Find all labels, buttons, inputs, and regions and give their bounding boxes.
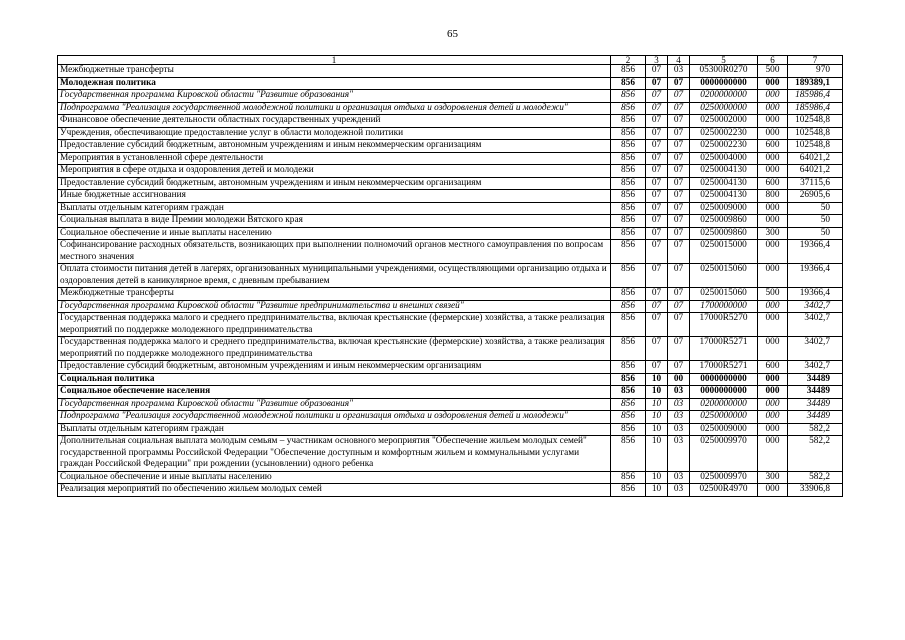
row-name-cell: Подпрограмма "Реализация государственной молодежной политики и организация отдыха и оздоровления детей и молодежи" xyxy=(58,102,611,115)
expense-type-cell: 000 xyxy=(758,165,788,178)
amount-cell: 34489 xyxy=(788,386,843,399)
target-article-cell: 0200000000 xyxy=(690,398,758,411)
amount-cell: 3402,7 xyxy=(788,337,843,361)
subsection-cell: 03 xyxy=(668,484,690,497)
table-row xyxy=(58,102,843,115)
table-row xyxy=(58,77,843,90)
target-article-cell: 0250004130 xyxy=(690,165,758,178)
target-article-cell: 0000000000 xyxy=(690,373,758,386)
amount-cell: 970 xyxy=(788,65,843,78)
subsection-cell: 07 xyxy=(668,313,690,337)
target-article-cell: 0250009000 xyxy=(690,202,758,215)
table-row xyxy=(58,202,843,215)
amount-cell: 3402,7 xyxy=(788,361,843,374)
table-row xyxy=(58,300,843,313)
subsection-cell: 07 xyxy=(668,77,690,90)
amount-cell: 3402,7 xyxy=(788,313,843,337)
section-cell: 10 xyxy=(646,386,668,399)
admin-code-cell: 856 xyxy=(611,190,646,203)
expense-type-cell: 000 xyxy=(758,202,788,215)
target-article-cell: 17000R5271 xyxy=(690,337,758,361)
expense-type-cell: 300 xyxy=(758,227,788,240)
row-name-cell: Социальная выплата в виде Премии молодежи Вятского края xyxy=(58,215,611,228)
expense-type-cell: 000 xyxy=(758,90,788,103)
admin-code-cell: 856 xyxy=(611,152,646,165)
expense-type-cell: 000 xyxy=(758,240,788,264)
amount-cell: 3402,7 xyxy=(788,300,843,313)
target-article-cell: 0250002230 xyxy=(690,140,758,153)
row-name-cell: Мероприятия в сфере отдыха и оздоровления детей и молодежи xyxy=(58,165,611,178)
table-row xyxy=(58,240,843,264)
amount-cell: 37115,6 xyxy=(788,177,843,190)
page-number: 65 xyxy=(447,28,458,40)
admin-code-cell: 856 xyxy=(611,65,646,78)
subsection-cell: 07 xyxy=(668,115,690,128)
section-cell: 07 xyxy=(646,190,668,203)
expense-type-cell: 000 xyxy=(758,337,788,361)
section-cell: 07 xyxy=(646,152,668,165)
row-name-cell: Предоставление субсидий бюджетным, автономным учреждениям и иным некоммерческим организациям xyxy=(58,361,611,374)
row-name-cell: Государственная поддержка малого и среднего предпринимательства, включая крестьянские (фермерские) хозяйства, а также реализация мероприятий по поддержке молодежного предпринимательства xyxy=(58,337,611,361)
subsection-cell: 07 xyxy=(668,177,690,190)
expense-type-cell: 000 xyxy=(758,127,788,140)
row-name-cell: Мероприятия в установленной сфере деятельности xyxy=(58,152,611,165)
subsection-cell: 07 xyxy=(668,227,690,240)
row-name-cell: Молодежная политика xyxy=(58,77,611,90)
subsection-cell: 00 xyxy=(668,373,690,386)
admin-code-cell: 856 xyxy=(611,361,646,374)
admin-code-cell: 856 xyxy=(611,386,646,399)
target-article-cell: 0250004000 xyxy=(690,152,758,165)
amount-cell: 185986,4 xyxy=(788,90,843,103)
amount-cell: 582,2 xyxy=(788,423,843,436)
target-article-cell: 0250015000 xyxy=(690,240,758,264)
subsection-cell: 07 xyxy=(668,337,690,361)
admin-code-cell: 856 xyxy=(611,102,646,115)
amount-cell: 19366,4 xyxy=(788,288,843,301)
table-row xyxy=(58,373,843,386)
table-row xyxy=(58,288,843,301)
amount-cell: 50 xyxy=(788,215,843,228)
target-article-cell: 0250004130 xyxy=(690,177,758,190)
header-cell: 6 xyxy=(758,56,788,65)
row-name-cell: Государственная поддержка малого и среднего предпринимательства, включая крестьянские (фермерские) хозяйства, а также реализация мероприятий по поддержке молодежного предпринимательства xyxy=(58,313,611,337)
row-name-cell: Межбюджетные трансферты xyxy=(58,288,611,301)
expense-type-cell: 000 xyxy=(758,77,788,90)
table-row xyxy=(58,264,843,288)
row-name-cell: Оплата стоимости питания детей в лагерях, организованных муниципальными учреждениями, осуществляющими организацию отдыха и оздоровления детей в каникулярное время, с дневным пребыванием xyxy=(58,264,611,288)
section-cell: 07 xyxy=(646,300,668,313)
target-article-cell: 0250015060 xyxy=(690,288,758,301)
section-cell: 10 xyxy=(646,423,668,436)
admin-code-cell: 856 xyxy=(611,288,646,301)
row-name-cell: Предоставление субсидий бюджетным, автономным учреждениям и иным некоммерческим организациям xyxy=(58,177,611,190)
target-article-cell: 0250009860 xyxy=(690,215,758,228)
section-cell: 10 xyxy=(646,484,668,497)
expense-type-cell: 000 xyxy=(758,152,788,165)
amount-cell: 582,2 xyxy=(788,436,843,472)
expense-type-cell: 500 xyxy=(758,288,788,301)
admin-code-cell: 856 xyxy=(611,436,646,472)
amount-cell: 19366,4 xyxy=(788,240,843,264)
table-row xyxy=(58,337,843,361)
admin-code-cell: 856 xyxy=(611,177,646,190)
target-article-cell: 0250000000 xyxy=(690,411,758,424)
admin-code-cell: 856 xyxy=(611,484,646,497)
section-cell: 10 xyxy=(646,436,668,472)
table-row xyxy=(58,127,843,140)
amount-cell: 26905,6 xyxy=(788,190,843,203)
section-cell: 10 xyxy=(646,411,668,424)
expense-type-cell: 000 xyxy=(758,115,788,128)
section-cell: 07 xyxy=(646,361,668,374)
target-article-cell: 0250004130 xyxy=(690,190,758,203)
row-name-cell: Социальное обеспечение населения xyxy=(58,386,611,399)
admin-code-cell: 856 xyxy=(611,140,646,153)
header-cell: 3 xyxy=(646,56,668,65)
subsection-cell: 07 xyxy=(668,264,690,288)
expense-type-cell: 000 xyxy=(758,436,788,472)
admin-code-cell: 856 xyxy=(611,337,646,361)
amount-cell: 64021,2 xyxy=(788,165,843,178)
amount-cell: 102548,8 xyxy=(788,127,843,140)
expense-type-cell: 800 xyxy=(758,190,788,203)
table-row xyxy=(58,152,843,165)
admin-code-cell: 856 xyxy=(611,264,646,288)
row-name-cell: Выплаты отдельным категориям граждан xyxy=(58,202,611,215)
expense-type-cell: 000 xyxy=(758,484,788,497)
subsection-cell: 07 xyxy=(668,90,690,103)
expense-type-cell: 000 xyxy=(758,215,788,228)
row-name-cell: Реализация мероприятий по обеспечению жильем молодых семей xyxy=(58,484,611,497)
section-cell: 07 xyxy=(646,215,668,228)
header-cell: 2 xyxy=(611,56,646,65)
section-cell: 07 xyxy=(646,337,668,361)
admin-code-cell: 856 xyxy=(611,227,646,240)
row-name-cell: Финансовое обеспечение деятельности областных государственных учреждений xyxy=(58,115,611,128)
row-name-cell: Социальное обеспечение и иные выплаты населению xyxy=(58,227,611,240)
header-cell: 1 xyxy=(58,56,611,65)
section-cell: 07 xyxy=(646,165,668,178)
target-article-cell: 17000R5271 xyxy=(690,361,758,374)
amount-cell: 34489 xyxy=(788,398,843,411)
table-row xyxy=(58,313,843,337)
expense-type-cell: 000 xyxy=(758,398,788,411)
subsection-cell: 07 xyxy=(668,152,690,165)
expense-type-cell: 500 xyxy=(758,65,788,78)
admin-code-cell: 856 xyxy=(611,423,646,436)
row-name-cell: Иные бюджетные ассигнования xyxy=(58,190,611,203)
admin-code-cell: 856 xyxy=(611,165,646,178)
section-cell: 07 xyxy=(646,65,668,78)
section-cell: 07 xyxy=(646,177,668,190)
expense-type-cell: 000 xyxy=(758,300,788,313)
table-row xyxy=(58,65,843,78)
subsection-cell: 03 xyxy=(668,411,690,424)
expense-type-cell: 000 xyxy=(758,102,788,115)
subsection-cell: 03 xyxy=(668,436,690,472)
admin-code-cell: 856 xyxy=(611,411,646,424)
expense-type-cell: 000 xyxy=(758,423,788,436)
table-row xyxy=(58,398,843,411)
amount-cell: 33906,8 xyxy=(788,484,843,497)
row-name-cell: Государственная программа Кировской области "Развитие предпринимательства и внешних связей" xyxy=(58,300,611,313)
admin-code-cell: 856 xyxy=(611,398,646,411)
table-row xyxy=(58,423,843,436)
amount-cell: 102548,8 xyxy=(788,115,843,128)
subsection-cell: 07 xyxy=(668,202,690,215)
subsection-cell: 07 xyxy=(668,288,690,301)
subsection-cell: 07 xyxy=(668,102,690,115)
admin-code-cell: 856 xyxy=(611,90,646,103)
target-article-cell: 02500R4970 xyxy=(690,484,758,497)
table-row xyxy=(58,361,843,374)
table-row xyxy=(58,115,843,128)
target-article-cell: 0250015060 xyxy=(690,264,758,288)
admin-code-cell: 856 xyxy=(611,77,646,90)
row-name-cell: Софинансирование расходных обязательств, возникающих при выполнении полномочий органов местного самоуправления по вопросам местного значения xyxy=(58,240,611,264)
admin-code-cell: 856 xyxy=(611,202,646,215)
section-cell: 07 xyxy=(646,90,668,103)
row-name-cell: Подпрограмма "Реализация государственной молодежной политики и организация отдыха и оздоровления детей и молодежи" xyxy=(58,411,611,424)
table-row xyxy=(58,90,843,103)
section-cell: 07 xyxy=(646,115,668,128)
row-name-cell: Социальное обеспечение и иные выплаты населению xyxy=(58,471,611,484)
subsection-cell: 03 xyxy=(668,65,690,78)
expense-type-cell: 600 xyxy=(758,140,788,153)
table-row xyxy=(58,484,843,497)
expense-type-cell: 600 xyxy=(758,177,788,190)
table-row xyxy=(58,165,843,178)
section-cell: 10 xyxy=(646,373,668,386)
subsection-cell: 07 xyxy=(668,361,690,374)
admin-code-cell: 856 xyxy=(611,240,646,264)
target-article-cell: 0000000000 xyxy=(690,386,758,399)
amount-cell: 185986,4 xyxy=(788,102,843,115)
amount-cell: 19366,4 xyxy=(788,264,843,288)
amount-cell: 34489 xyxy=(788,411,843,424)
subsection-cell: 03 xyxy=(668,423,690,436)
amount-cell: 102548,8 xyxy=(788,140,843,153)
subsection-cell: 07 xyxy=(668,300,690,313)
table-row xyxy=(58,227,843,240)
expense-type-cell: 300 xyxy=(758,471,788,484)
section-cell: 07 xyxy=(646,313,668,337)
subsection-cell: 03 xyxy=(668,471,690,484)
row-name-cell: Учреждения, обеспечивающие предоставление услуг в области молодежной политики xyxy=(58,127,611,140)
target-article-cell: 0200000000 xyxy=(690,90,758,103)
subsection-cell: 07 xyxy=(668,127,690,140)
section-cell: 10 xyxy=(646,398,668,411)
expense-type-cell: 600 xyxy=(758,361,788,374)
section-cell: 10 xyxy=(646,471,668,484)
amount-cell: 582,2 xyxy=(788,471,843,484)
row-name-cell: Государственная программа Кировской области "Развитие образования" xyxy=(58,90,611,103)
amount-cell: 64021,2 xyxy=(788,152,843,165)
row-name-cell: Государственная программа Кировской области "Развитие образования" xyxy=(58,398,611,411)
row-name-cell: Дополнительная социальная выплата молодым семьям – участникам основного мероприятия "Обеспечение жильем молодых семей" государственной программы Российской Федерации "Обеспечение доступным и комфортным жильем и коммунальными услугами граждан Российской Федерации" при рождении (усыновлении) одного ребенка xyxy=(58,436,611,472)
expense-type-cell: 000 xyxy=(758,264,788,288)
admin-code-cell: 856 xyxy=(611,373,646,386)
section-cell: 07 xyxy=(646,240,668,264)
target-article-cell: 0000000000 xyxy=(690,77,758,90)
section-cell: 07 xyxy=(646,127,668,140)
amount-cell: 34489 xyxy=(788,373,843,386)
row-name-cell: Межбюджетные трансферты xyxy=(58,65,611,78)
target-article-cell: 1700000000 xyxy=(690,300,758,313)
target-article-cell: 0250002230 xyxy=(690,127,758,140)
target-article-cell: 17000R5270 xyxy=(690,313,758,337)
table-row xyxy=(58,471,843,484)
admin-code-cell: 856 xyxy=(611,115,646,128)
admin-code-cell: 856 xyxy=(611,215,646,228)
subsection-cell: 07 xyxy=(668,140,690,153)
amount-cell: 189389,1 xyxy=(788,77,843,90)
target-article-cell: 05300R0270 xyxy=(690,65,758,78)
subsection-cell: 07 xyxy=(668,215,690,228)
subsection-cell: 07 xyxy=(668,165,690,178)
expense-type-cell: 000 xyxy=(758,411,788,424)
expense-type-cell: 000 xyxy=(758,373,788,386)
section-cell: 07 xyxy=(646,288,668,301)
row-name-cell: Выплаты отдельным категориям граждан xyxy=(58,423,611,436)
target-article-cell: 0250009970 xyxy=(690,471,758,484)
header-row xyxy=(58,56,843,65)
section-cell: 07 xyxy=(646,264,668,288)
header-cell: 5 xyxy=(690,56,758,65)
section-cell: 07 xyxy=(646,202,668,215)
row-name-cell: Предоставление субсидий бюджетным, автономным учреждениям и иным некоммерческим организациям xyxy=(58,140,611,153)
amount-cell: 50 xyxy=(788,202,843,215)
header-cell: 7 xyxy=(788,56,843,65)
target-article-cell: 0250002000 xyxy=(690,115,758,128)
section-cell: 07 xyxy=(646,102,668,115)
admin-code-cell: 856 xyxy=(611,127,646,140)
section-cell: 07 xyxy=(646,227,668,240)
table-row xyxy=(58,177,843,190)
target-article-cell: 0250009860 xyxy=(690,227,758,240)
subsection-cell: 03 xyxy=(668,386,690,399)
target-article-cell: 0250009000 xyxy=(690,423,758,436)
subsection-cell: 03 xyxy=(668,398,690,411)
table-row xyxy=(58,190,843,203)
expense-type-cell: 000 xyxy=(758,313,788,337)
table-row xyxy=(58,411,843,424)
table-row xyxy=(58,386,843,399)
table-row xyxy=(58,140,843,153)
target-article-cell: 0250000000 xyxy=(690,102,758,115)
target-article-cell: 0250009970 xyxy=(690,436,758,472)
header-cell: 4 xyxy=(668,56,690,65)
subsection-cell: 07 xyxy=(668,190,690,203)
table-row xyxy=(58,436,843,472)
subsection-cell: 07 xyxy=(668,240,690,264)
admin-code-cell: 856 xyxy=(611,313,646,337)
budget-table xyxy=(57,55,843,497)
admin-code-cell: 856 xyxy=(611,471,646,484)
admin-code-cell: 856 xyxy=(611,300,646,313)
section-cell: 07 xyxy=(646,77,668,90)
table-row xyxy=(58,215,843,228)
expense-type-cell: 000 xyxy=(758,386,788,399)
section-cell: 07 xyxy=(646,140,668,153)
row-name-cell: Социальная политика xyxy=(58,373,611,386)
amount-cell: 50 xyxy=(788,227,843,240)
